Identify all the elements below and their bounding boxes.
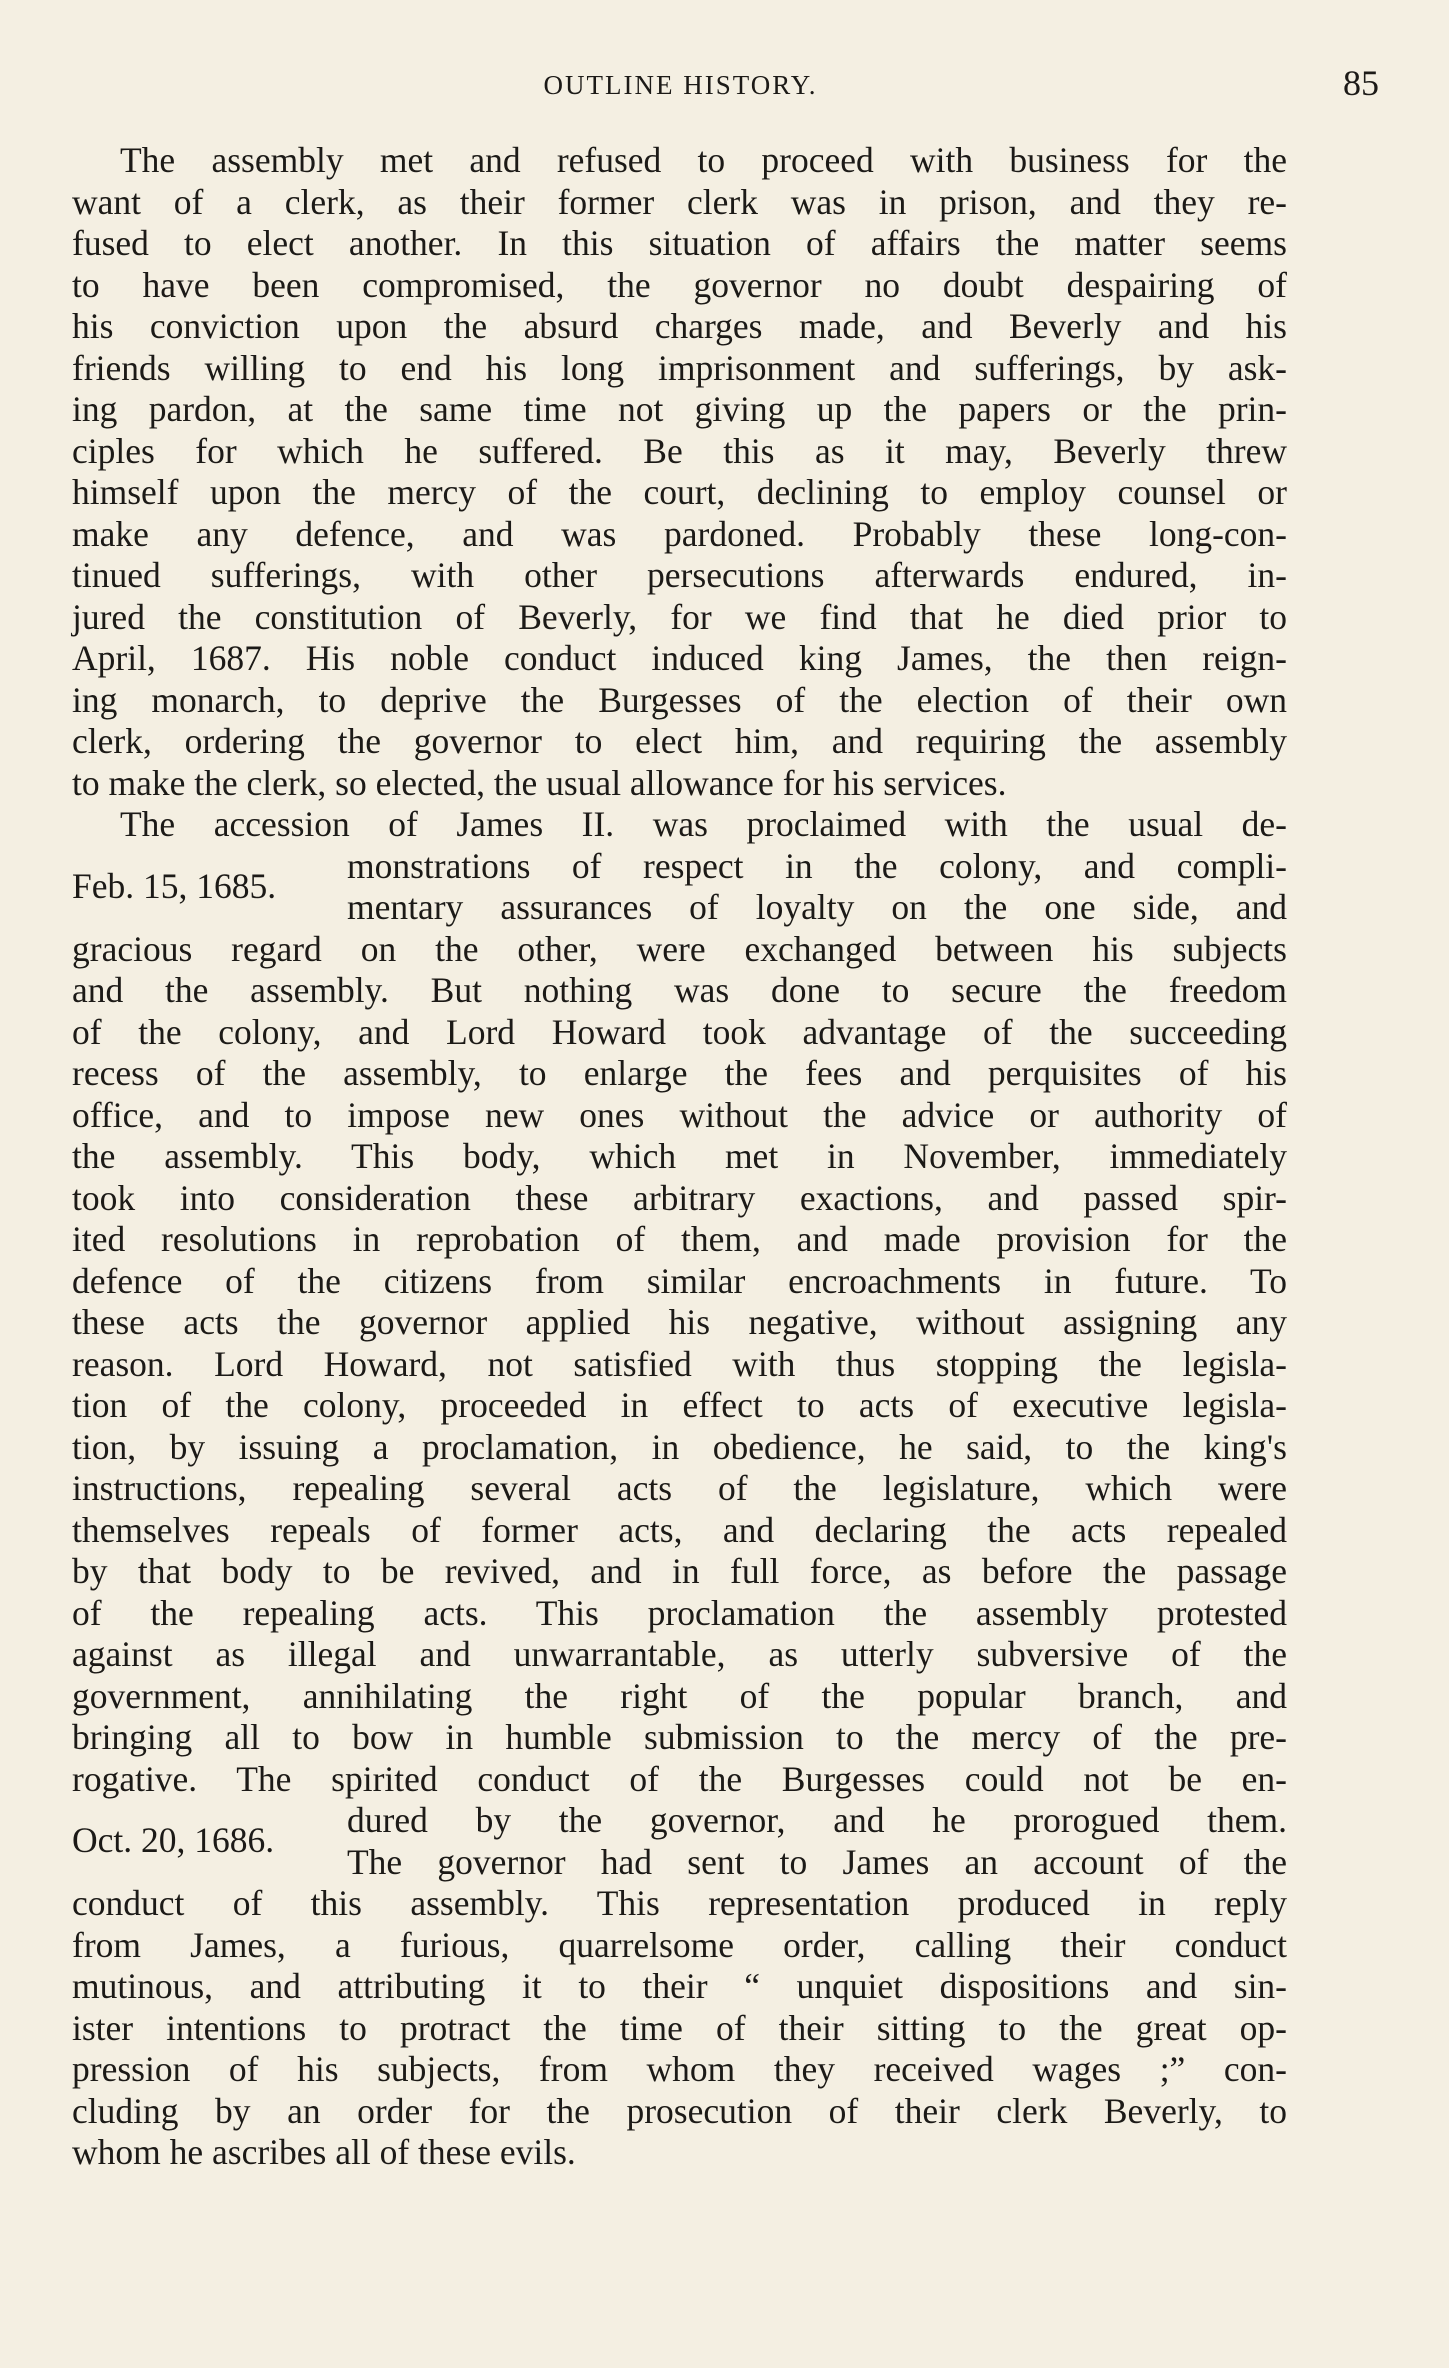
text-line: April, 1687. His noble conduct induced king James, the then reign-	[72, 638, 1287, 678]
paragraph-2	[72, 804, 1287, 2174]
text-line: office, and to impose new ones without the advice or authority of	[72, 1094, 1287, 1135]
text-line: whom he ascribes all of these evils.	[72, 2132, 576, 2172]
text-line: bringing all to bow in humble submission to the mercy of the pre-	[72, 1717, 1287, 1757]
text-line: against as illegal and unwarrantable, as utterly subversive of the	[72, 1634, 1287, 1674]
text-line: dured by the governor, and he prorogued them.	[347, 1800, 1287, 1840]
text-line: want of a clerk, as their former clerk was in prison, and they re-	[72, 181, 1287, 222]
text-line: fused to elect another. In this situation of affairs the matter seems	[72, 223, 1287, 263]
text-line: ing monarch, to deprive the Burgesses of the election of their own	[72, 679, 1287, 720]
text-line: pression of his subjects, from whom they received wages ;” con-	[72, 2049, 1287, 2089]
page-number: 85	[1343, 63, 1379, 103]
text-line: monstrations of respect in the colony, and compli-	[347, 845, 1287, 886]
text-line: cluding by an order for the prosecution of their clerk Beverly, to	[72, 2090, 1287, 2131]
text-line: ister intentions to protract the time of their sitting to the great op-	[72, 2007, 1287, 2048]
text-line: the assembly. This body, which met in November, immediately	[72, 1136, 1287, 1176]
text-line: The assembly met and refused to proceed with business for the	[120, 140, 1287, 180]
text-line: of the repealing acts. This proclamation the assembly protested	[72, 1592, 1287, 1633]
text-line: to have been compromised, the governor no doubt despairing of	[72, 264, 1287, 305]
text-line: mutinous, and attributing it to their “ unquiet dispositions and sin-	[72, 1966, 1287, 2006]
text-line: ciples for which he suffered. Be this as it may, Beverly threw	[72, 430, 1287, 471]
text-line: his conviction upon the absurd charges made, and Beverly and his	[72, 306, 1287, 346]
text-line: mentary assurances of loyalty on the one side, and	[347, 887, 1287, 927]
running-head	[72, 62, 1379, 112]
text-line: tion, by issuing a proclamation, in obedience, he said, to the king's	[72, 1426, 1287, 1467]
text-line: The governor had sent to James an account of the	[347, 1841, 1287, 1882]
text-line: tion of the colony, proceeded in effect to acts of executive legisla-	[72, 1385, 1287, 1425]
text-line: reason. Lord Howard, not satisfied with thus stopping the legisla-	[72, 1343, 1287, 1384]
text-line: by that body to be revived, and in full force, as before the passage	[72, 1551, 1287, 1591]
page-body	[72, 140, 1287, 2174]
text-line: gracious regard on the other, were exchanged between his subjects	[72, 928, 1287, 969]
text-line: rogative. The spirited conduct of the Burgesses could not be en-	[72, 1758, 1287, 1799]
text-line: conduct of this assembly. This representation produced in reply	[72, 1883, 1287, 1923]
text-line: ing pardon, at the same time not giving up the papers or the prin-	[72, 389, 1287, 429]
text-line: defence of the citizens from similar encroachments in future. To	[72, 1260, 1287, 1301]
text-line: recess of the assembly, to enlarge the fees and perquisites of his	[72, 1053, 1287, 1093]
header-title: OUTLINE HISTORY.	[543, 70, 818, 100]
text-line: of the colony, and Lord Howard took advantage of the succeeding	[72, 1011, 1287, 1052]
margin-block-1686	[72, 1800, 1287, 1883]
margin-block-1685	[72, 846, 1287, 929]
text-line: himself upon the mercy of the court, declining to employ counsel or	[72, 472, 1287, 512]
text-line: friends willing to end his long imprisonment and sufferings, by ask-	[72, 347, 1287, 388]
text-line: ited resolutions in reprobation of them, and made provision for the	[72, 1219, 1287, 1259]
text-line: themselves repeals of former acts, and declaring the acts repealed	[72, 1509, 1287, 1550]
text-line: jured the constitution of Beverly, for we find that he died prior to	[72, 596, 1287, 637]
text-line: from James, a furious, quarrelsome order, calling their conduct	[72, 1924, 1287, 1965]
text-line: make any defence, and was pardoned. Probably these long-con-	[72, 513, 1287, 554]
text-line: tinued sufferings, with other persecutions afterwards endured, in-	[72, 555, 1287, 595]
text-line: government, annihilating the right of the popular branch, and	[72, 1675, 1287, 1716]
text-line: clerk, ordering the governor to elect him, and requiring the assembly	[72, 721, 1287, 761]
text-line: these acts the governor applied his negative, without assigning any	[72, 1302, 1287, 1342]
paragraph-1	[72, 140, 1287, 804]
text-line: instructions, repealing several acts of the legislature, which were	[72, 1468, 1287, 1508]
text-line: to make the clerk, so elected, the usual allowance for his services.	[72, 762, 1007, 803]
text-line: took into consideration these arbitrary exactions, and passed spir-	[72, 1177, 1287, 1218]
text-line: The accession of James II. was proclaimed with the usual de-	[120, 804, 1287, 844]
margin-note-date: Feb. 15, 1685.	[72, 865, 277, 906]
margin-note-date: Oct. 20, 1686.	[72, 1820, 275, 1860]
text-line: and the assembly. But nothing was done to secure the freedom	[72, 970, 1287, 1010]
